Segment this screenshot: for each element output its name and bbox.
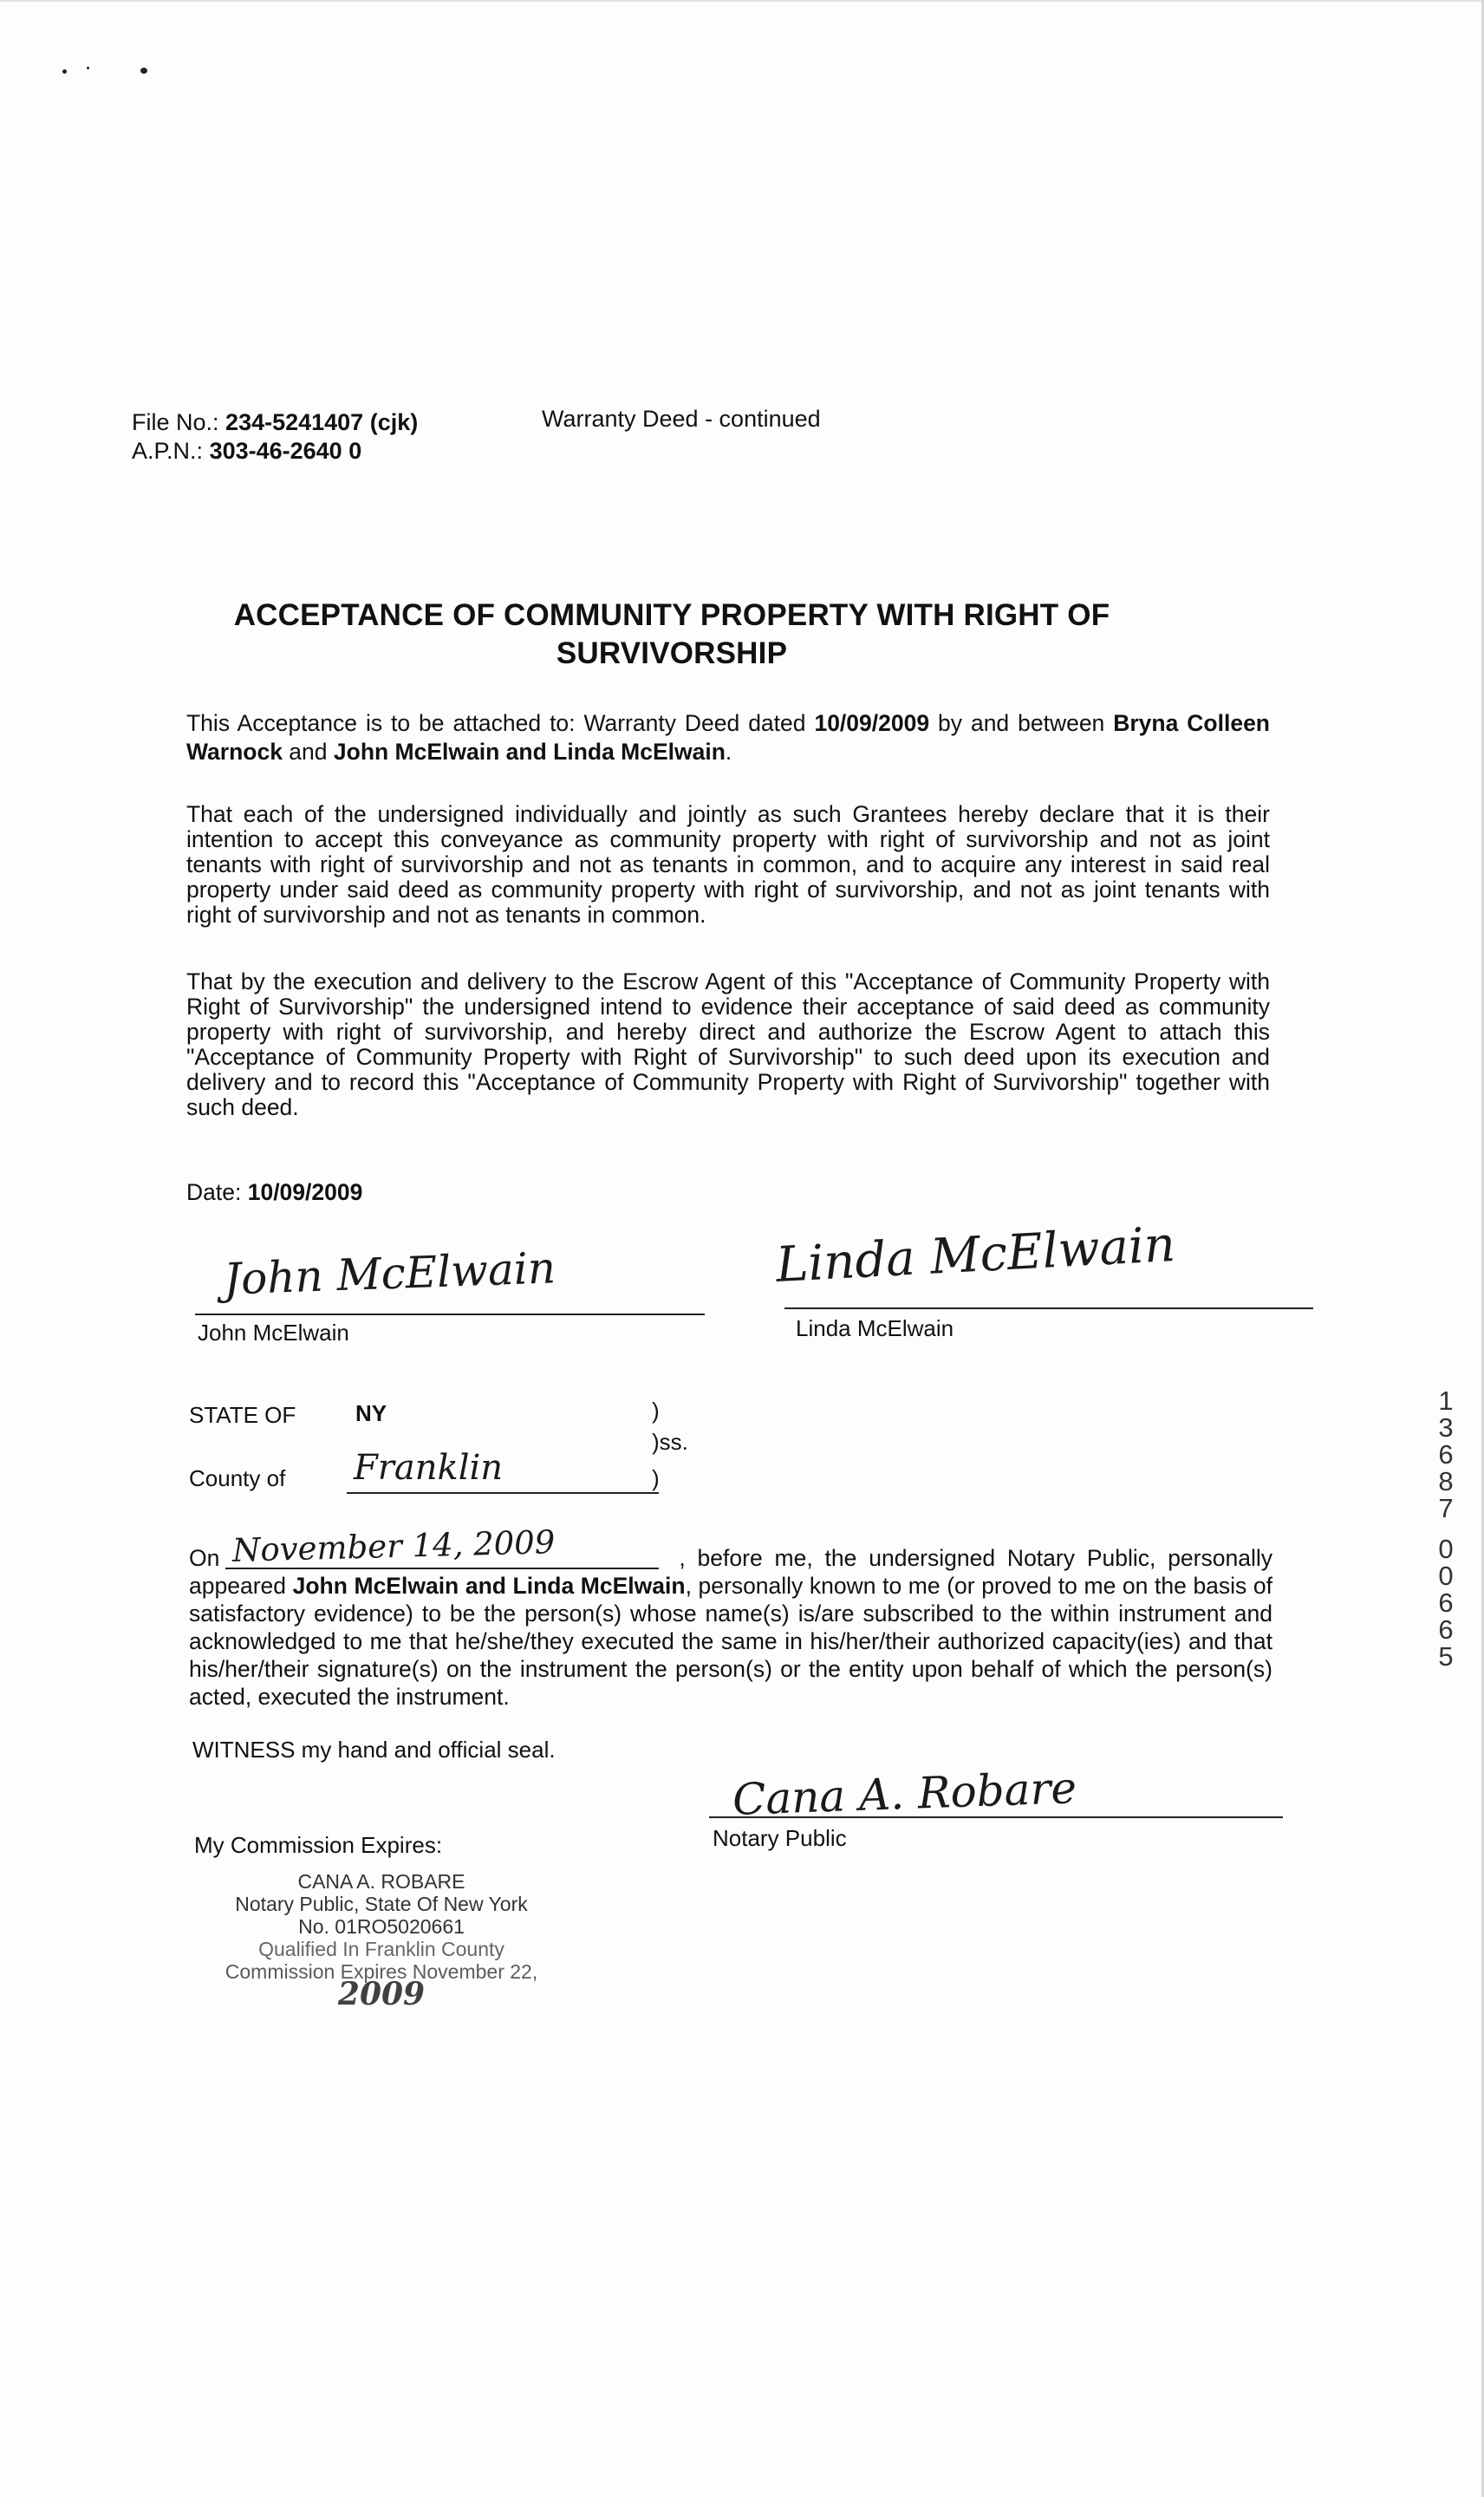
signature-linda: Linda McElwain <box>774 1216 1177 1294</box>
signature-line-2 <box>784 1307 1313 1309</box>
apn-label: A.P.N.: <box>132 438 204 464</box>
grantee-names: John McElwain and Linda McElwain <box>333 739 726 765</box>
state-value: NY <box>355 1400 387 1426</box>
notary-public-label: Notary Public <box>713 1825 847 1851</box>
document-title <box>217 597 1127 673</box>
county-label: County of <box>189 1465 286 1491</box>
stamp-line-2: Notary Public, State Of New York <box>235 1893 528 1915</box>
signature-john: John McElwain <box>223 1242 556 1305</box>
stamp-line-5 <box>182 1960 581 2012</box>
on-label: On <box>189 1545 220 1571</box>
commission-expires-label: My Commission Expires: <box>194 1832 443 1858</box>
intro-text: This Acceptance is to be attached to: Warranty Deed dated <box>186 710 815 736</box>
notary-signature-line <box>709 1816 1283 1818</box>
date-label: Date: <box>186 1179 242 1205</box>
stamp-line-1: CANA A. ROBARE <box>297 1870 465 1893</box>
file-no-label: File No.: <box>132 409 219 435</box>
file-no-value: 234-5241407 (cjk) <box>225 409 419 435</box>
title-line-1: ACCEPTANCE OF COMMUNITY PROPERTY WITH RIGHT OF <box>233 598 1110 632</box>
stamp-line-4: Qualified In Franklin County <box>258 1938 504 1960</box>
deed-date: 10/09/2009 <box>814 710 930 736</box>
scan-speck <box>140 68 147 74</box>
intro-text: . <box>725 739 732 765</box>
date-value: 10/09/2009 <box>247 1179 363 1205</box>
acceptance-date <box>186 1179 362 1206</box>
notary-signature: Cana A. Robare <box>732 1763 1077 1825</box>
stamp-expiry-text: Commission Expires November 22, <box>225 1960 538 1983</box>
intro-paragraph <box>186 709 1270 766</box>
stamp-year-handwritten: 2009 <box>337 1976 426 2012</box>
escrow-paragraph: That by the execution and delivery to the Escrow Agent of this "Acceptance of Community Property with Right of Survivorship" the undersigned intend to evidence their acceptance of said deed as community property with right of survivorship, and hereby direct and authorize the Escrow Agent to attach this "Acceptance of Community Property with Right of Survivorship" to such deed upon its execution and delivery and to record this "Acceptance of Community Property with Right of Survivorship" together with such deed. <box>186 968 1270 1120</box>
venue-ss: )ss. <box>652 1429 688 1455</box>
scan-speck <box>87 67 89 69</box>
declaration-paragraph: That each of the undersigned individually and jointly as such Grantees hereby declare that it is their intention to accept this conveyance as community property with right of survivorship and not as joint tenants with right of survivorship and not as tenants in common, and to acquire any interest in said real property under said deed as community property with right of survivorship, and not as joint tenants with right of survivorship and not as tenants in common. <box>186 801 1270 928</box>
side-digit: 1 <box>1438 1385 1454 1416</box>
file-number-line <box>132 407 418 437</box>
county-line <box>347 1492 659 1494</box>
scan-speck <box>62 69 67 74</box>
notary-text: , personally known to me (or proved to me on the basis of satisfactory evidence) to be the person(s) whose name(s) is/are subscribed to the within instrument and acknowledged to me that he/she/they executed the same in his/her/their authorized capacity(ies) and that his/her/their signature(s) on the instrument the person(s) or the entity upon behalf of which the person(s) acted, executed the instrument. <box>189 1573 1272 1710</box>
title-line-2: SURVIVORSHIP <box>556 636 788 670</box>
grantor-name: Bryna Colleen Warnock <box>186 710 1270 765</box>
signature-line-1 <box>195 1314 705 1315</box>
signer-1-name: John McElwain <box>198 1320 349 1346</box>
notary-paragraph <box>189 1544 1272 1711</box>
state-label: STATE OF <box>189 1402 296 1428</box>
side-digit: 0 <box>1438 1534 1454 1564</box>
notary-text: , before me, the undersigned Notary Public, personally appeared <box>189 1545 1272 1599</box>
side-digit: 0 <box>1438 1561 1454 1591</box>
side-digit: 8 <box>1438 1466 1454 1496</box>
appeared-names: John McElwain and Linda McElwain <box>292 1573 686 1599</box>
side-digit: 7 <box>1438 1493 1454 1523</box>
intro-text: and <box>282 739 334 765</box>
scan-edge-top <box>0 0 1484 2</box>
side-document-number <box>1433 1387 1459 1670</box>
notary-stamp <box>182 1870 581 2012</box>
side-digit: 6 <box>1438 1439 1454 1470</box>
doc-continued: Warranty Deed - continued <box>542 406 821 432</box>
venue-paren-2: ) <box>652 1465 660 1491</box>
apn-line <box>132 436 361 466</box>
witness-statement: WITNESS my hand and official seal. <box>192 1737 556 1763</box>
venue-paren-1: ) <box>652 1398 660 1424</box>
apn-value: 303-46-2640 0 <box>209 438 362 464</box>
intro-text: by and between <box>929 710 1114 736</box>
stamp-line-3: No. 01RO5020661 <box>298 1915 465 1938</box>
signer-2-name: Linda McElwain <box>796 1315 954 1341</box>
side-digit: 3 <box>1438 1412 1454 1443</box>
side-digit: 5 <box>1438 1641 1454 1672</box>
side-digit: 6 <box>1438 1614 1454 1645</box>
county-handwritten: Franklin <box>354 1448 504 1488</box>
side-digit: 6 <box>1438 1588 1454 1618</box>
notary-date-handwritten: November 14, 2009 <box>231 1523 556 1569</box>
